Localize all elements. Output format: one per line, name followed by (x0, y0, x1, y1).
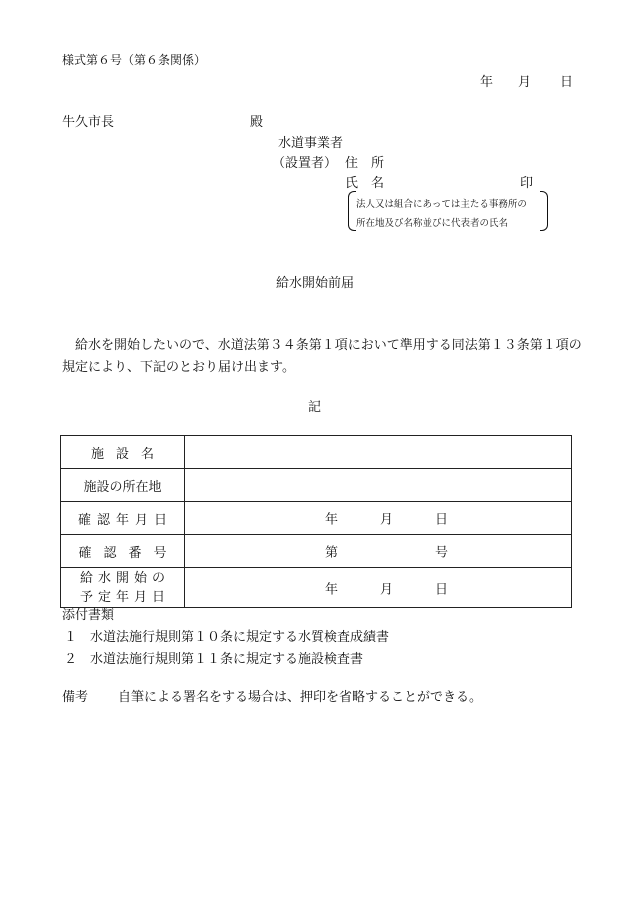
table-row (61, 436, 572, 469)
seal-mark: 印 (520, 176, 534, 191)
form-number: 様式第６号（第６条関係） (62, 53, 207, 67)
start-date-label-line-1: 給水開始の (79, 570, 170, 586)
right-bracket (540, 191, 548, 231)
start-date-year: 年 (325, 582, 339, 597)
note-line-1: 法人又は組合にあっては主たる事務所の (356, 199, 527, 210)
ki-heading: 記 (308, 400, 322, 415)
attachments-title: 添付書類 (62, 608, 115, 623)
attachment-item-1: １ 水道法施行規則第１０条に規定する水質検査成績書 (64, 630, 390, 645)
start-date-day: 日 (435, 582, 449, 597)
confirm-date-year: 年 (325, 512, 339, 528)
start-date-label (61, 568, 185, 608)
facility-name-field[interactable] (185, 436, 572, 469)
applicant-title: 水道事業者 (278, 136, 344, 151)
applicant-note (348, 191, 548, 231)
confirm-date-field[interactable] (185, 502, 572, 535)
table-row (61, 469, 572, 502)
body-text: 給水を開始したいので、水道法第３４条第１項において準用する同法第１３条第１項の規定により、下記のとおり届け出ます。 (62, 338, 582, 375)
confirm-date-day: 日 (435, 512, 449, 528)
note-line-2: 所在地及び名称並びに代表者の氏名 (356, 218, 509, 229)
facility-location-label: 施設の所在地 (61, 469, 185, 502)
facility-location-field[interactable] (185, 469, 572, 502)
document-title: 給水開始前届 (276, 276, 355, 291)
confirm-date-month: 月 (380, 512, 394, 528)
header-date-month: 月 (518, 75, 532, 90)
confirm-number-suffix: 号 (435, 545, 449, 561)
facility-name-label: 施設名 (61, 436, 185, 469)
confirm-number-label: 確認番号 (61, 535, 185, 568)
confirm-number-field[interactable] (185, 535, 572, 568)
left-bracket (348, 191, 356, 231)
table-row (61, 568, 572, 608)
start-date-field[interactable] (185, 568, 572, 608)
remarks-text: 自筆による署名をする場合は、押印を省略することができる。 (118, 690, 483, 705)
confirm-number-prefix: 第 (325, 545, 339, 561)
header-date-day: 日 (560, 75, 574, 90)
address-label: 住 所 (345, 156, 385, 171)
remarks-label: 備考 (62, 690, 89, 705)
honorific: 殿 (250, 115, 264, 130)
start-date-label-line-2: 予定年月日 (79, 589, 170, 605)
table-row (61, 535, 572, 568)
attachment-item-2: ２ 水道法施行規則第１１条に規定する施設検査書 (64, 652, 364, 667)
table-row (61, 502, 572, 535)
name-label: 氏 名 (345, 176, 385, 191)
notification-table (60, 435, 572, 608)
header-date-year: 年 (480, 75, 494, 90)
setter-label: （設置者） (272, 156, 338, 171)
start-date-month: 月 (380, 582, 394, 597)
addressee: 牛久市長 (62, 115, 115, 130)
confirm-date-label: 確認年月日 (61, 502, 185, 535)
